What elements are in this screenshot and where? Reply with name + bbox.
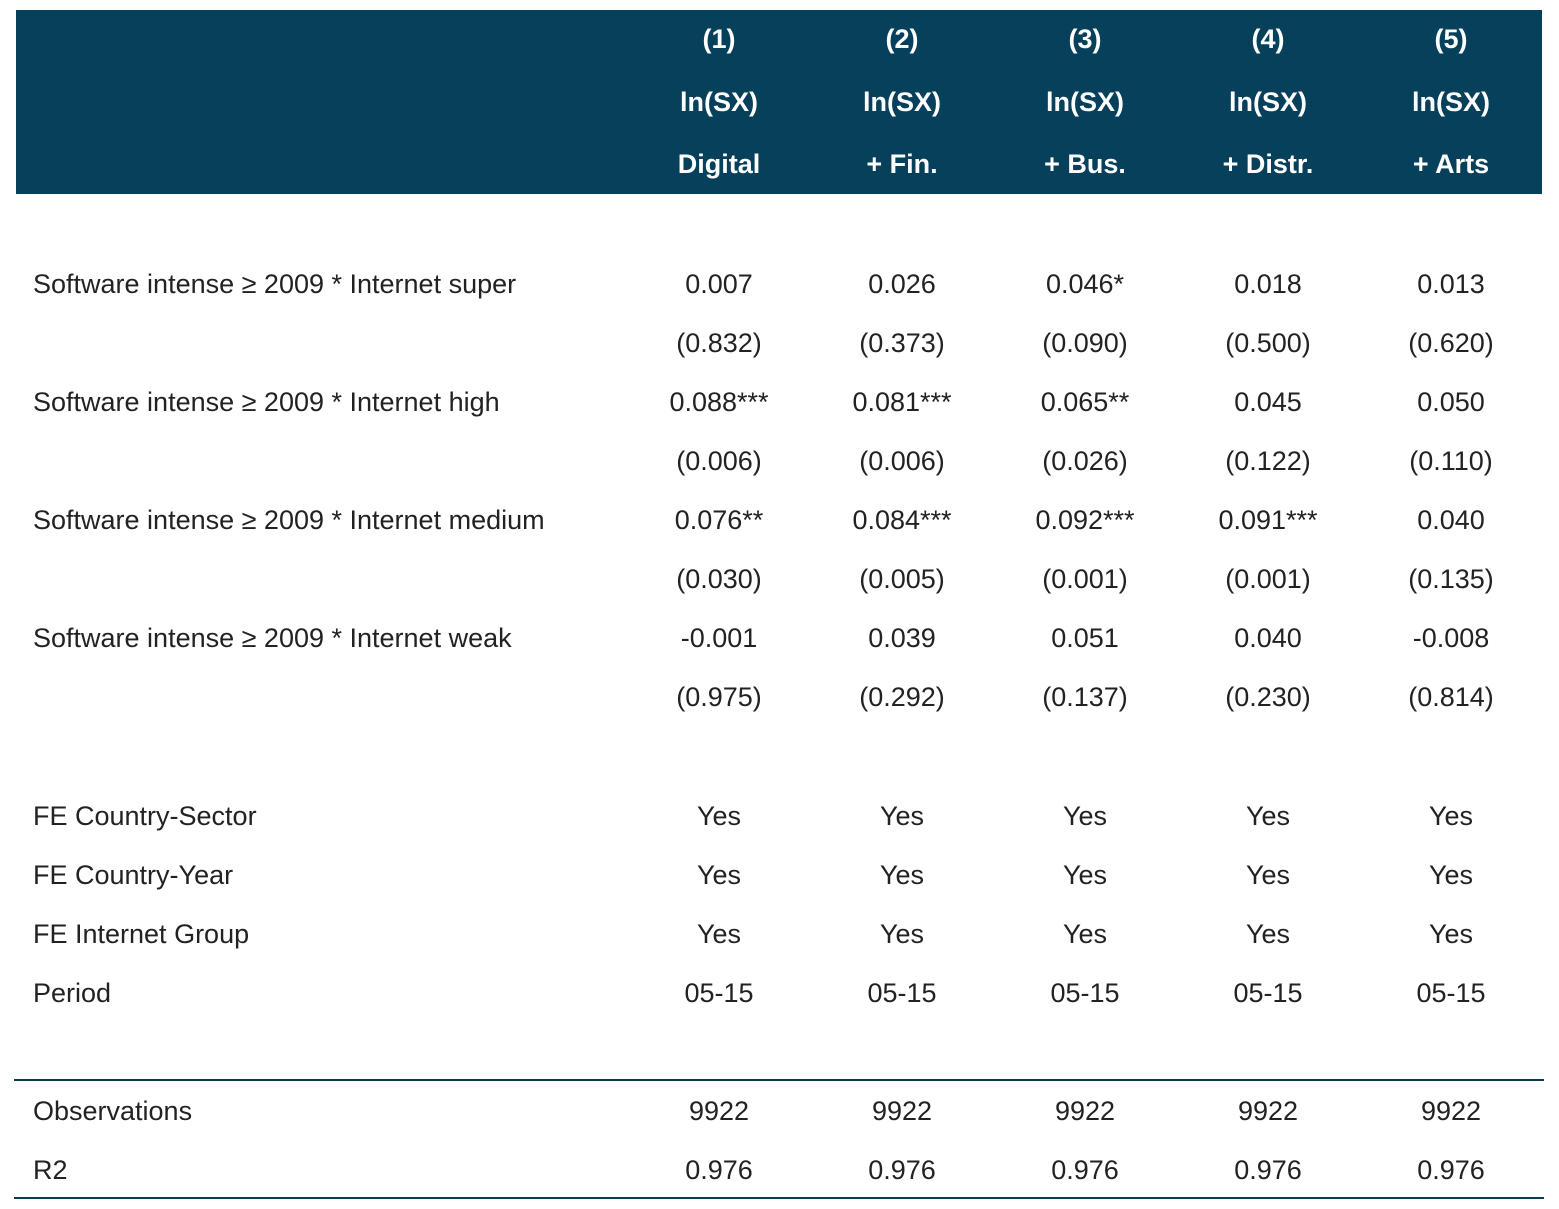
stat-cell: 0.976 [685,1155,753,1185]
column-dependent-variable: ln(SX) [1229,87,1307,117]
stat-cell: 9922 [1237,1096,1299,1126]
pvalue-cell: (0.292) [859,682,945,712]
coefficient-cell: 0.084*** [852,505,952,535]
control-cell: Yes [1062,919,1108,949]
column-number: (4) [1251,24,1285,54]
stat-cell: 0.976 [1051,1155,1119,1185]
stat-cell: 0.976 [1417,1155,1485,1185]
control-cell: Yes [879,801,925,831]
coefficient-cell: 0.046* [1045,269,1125,299]
row-label-observations: Observations [33,1096,193,1126]
control-cell: Yes [1428,801,1474,831]
table-bottom-rule [14,1197,1544,1199]
pvalue-cell: (0.373) [859,328,945,358]
row-label-fe-country-sector: FE Country-Sector [33,801,257,831]
coefficient-cell: 0.040 [1417,505,1485,535]
pvalue-cell: (0.135) [1408,564,1494,594]
pvalue-cell: (0.620) [1408,328,1494,358]
column-specification: + Fin. [866,149,938,179]
control-cell: Yes [1245,860,1291,890]
column-dependent-variable: ln(SX) [1046,87,1124,117]
pvalue-cell: (0.832) [676,328,762,358]
pvalue-cell: (0.001) [1225,564,1311,594]
control-cell: Yes [696,919,742,949]
pvalue-cell: (0.006) [859,446,945,476]
pvalue-cell: (0.230) [1225,682,1311,712]
coefficient-cell: 0.007 [685,269,753,299]
coefficient-cell: 0.013 [1417,269,1485,299]
stat-cell: 0.976 [1234,1155,1302,1185]
control-cell: 05-15 [867,978,937,1008]
column-specification: Digital [677,149,761,179]
coefficient-cell: -0.008 [1412,623,1490,653]
stat-cell: 9922 [1054,1096,1116,1126]
pvalue-cell: (0.026) [1042,446,1128,476]
row-label-period: Period [33,978,112,1008]
coefficient-cell: 0.076** [674,505,764,535]
control-cell: Yes [1245,801,1291,831]
column-specification: + Distr. [1222,149,1314,179]
column-number: (3) [1068,24,1102,54]
control-cell: 05-15 [684,978,754,1008]
stat-cell: 9922 [871,1096,933,1126]
coefficient-cell: 0.091*** [1218,505,1318,535]
coefficient-cell: -0.001 [680,623,758,653]
stat-cell: 9922 [1420,1096,1482,1126]
column-dependent-variable: ln(SX) [680,87,758,117]
row-label-fe-internet-group: FE Internet Group [33,919,250,949]
control-cell: Yes [879,860,925,890]
pvalue-cell: (0.814) [1408,682,1494,712]
coefficient-cell: 0.039 [868,623,936,653]
control-cell: Yes [1428,860,1474,890]
row-label-internet-super: Software intense ≥ 2009 * Internet super [33,269,517,299]
stat-cell: 9922 [688,1096,750,1126]
coefficient-cell: 0.092*** [1035,505,1135,535]
row-label-fe-country-year: FE Country-Year [33,860,234,890]
column-dependent-variable: ln(SX) [1412,87,1490,117]
coefficient-cell: 0.026 [868,269,936,299]
column-specification: + Bus. [1044,149,1126,179]
pvalue-cell: (0.975) [676,682,762,712]
stats-top-rule [14,1079,1544,1081]
control-cell: Yes [1428,919,1474,949]
coefficient-cell: 0.051 [1051,623,1119,653]
column-number: (2) [885,24,919,54]
control-cell: Yes [1062,801,1108,831]
pvalue-cell: (0.006) [676,446,762,476]
control-cell: 05-15 [1416,978,1486,1008]
row-label-internet-high: Software intense ≥ 2009 * Internet high [33,387,500,417]
row-label-r2: R2 [33,1155,68,1185]
control-cell: Yes [696,860,742,890]
coefficient-cell: 0.050 [1417,387,1485,417]
column-number: (5) [1434,24,1468,54]
pvalue-cell: (0.137) [1042,682,1128,712]
pvalue-cell: (0.110) [1409,446,1493,476]
control-cell: Yes [1062,860,1108,890]
row-label-internet-weak: Software intense ≥ 2009 * Internet weak [33,623,512,653]
pvalue-cell: (0.122) [1225,446,1311,476]
pvalue-cell: (0.090) [1042,328,1128,358]
coefficient-cell: 0.045 [1234,387,1302,417]
coefficient-cell: 0.088*** [669,387,769,417]
control-cell: Yes [1245,919,1291,949]
column-dependent-variable: ln(SX) [863,87,941,117]
control-cell: 05-15 [1050,978,1120,1008]
column-specification: + Arts [1412,149,1490,179]
coefficient-cell: 0.040 [1234,623,1302,653]
stat-cell: 0.976 [868,1155,936,1185]
row-label-internet-medium: Software intense ≥ 2009 * Internet medium [33,505,545,535]
coefficient-cell: 0.081*** [852,387,952,417]
pvalue-cell: (0.005) [859,564,945,594]
control-cell: 05-15 [1233,978,1303,1008]
coefficient-cell: 0.018 [1234,269,1302,299]
control-cell: Yes [696,801,742,831]
coefficient-cell: 0.065** [1040,387,1130,417]
control-cell: Yes [879,919,925,949]
pvalue-cell: (0.001) [1042,564,1128,594]
pvalue-cell: (0.500) [1225,328,1311,358]
pvalue-cell: (0.030) [676,564,762,594]
column-number: (1) [702,24,736,54]
